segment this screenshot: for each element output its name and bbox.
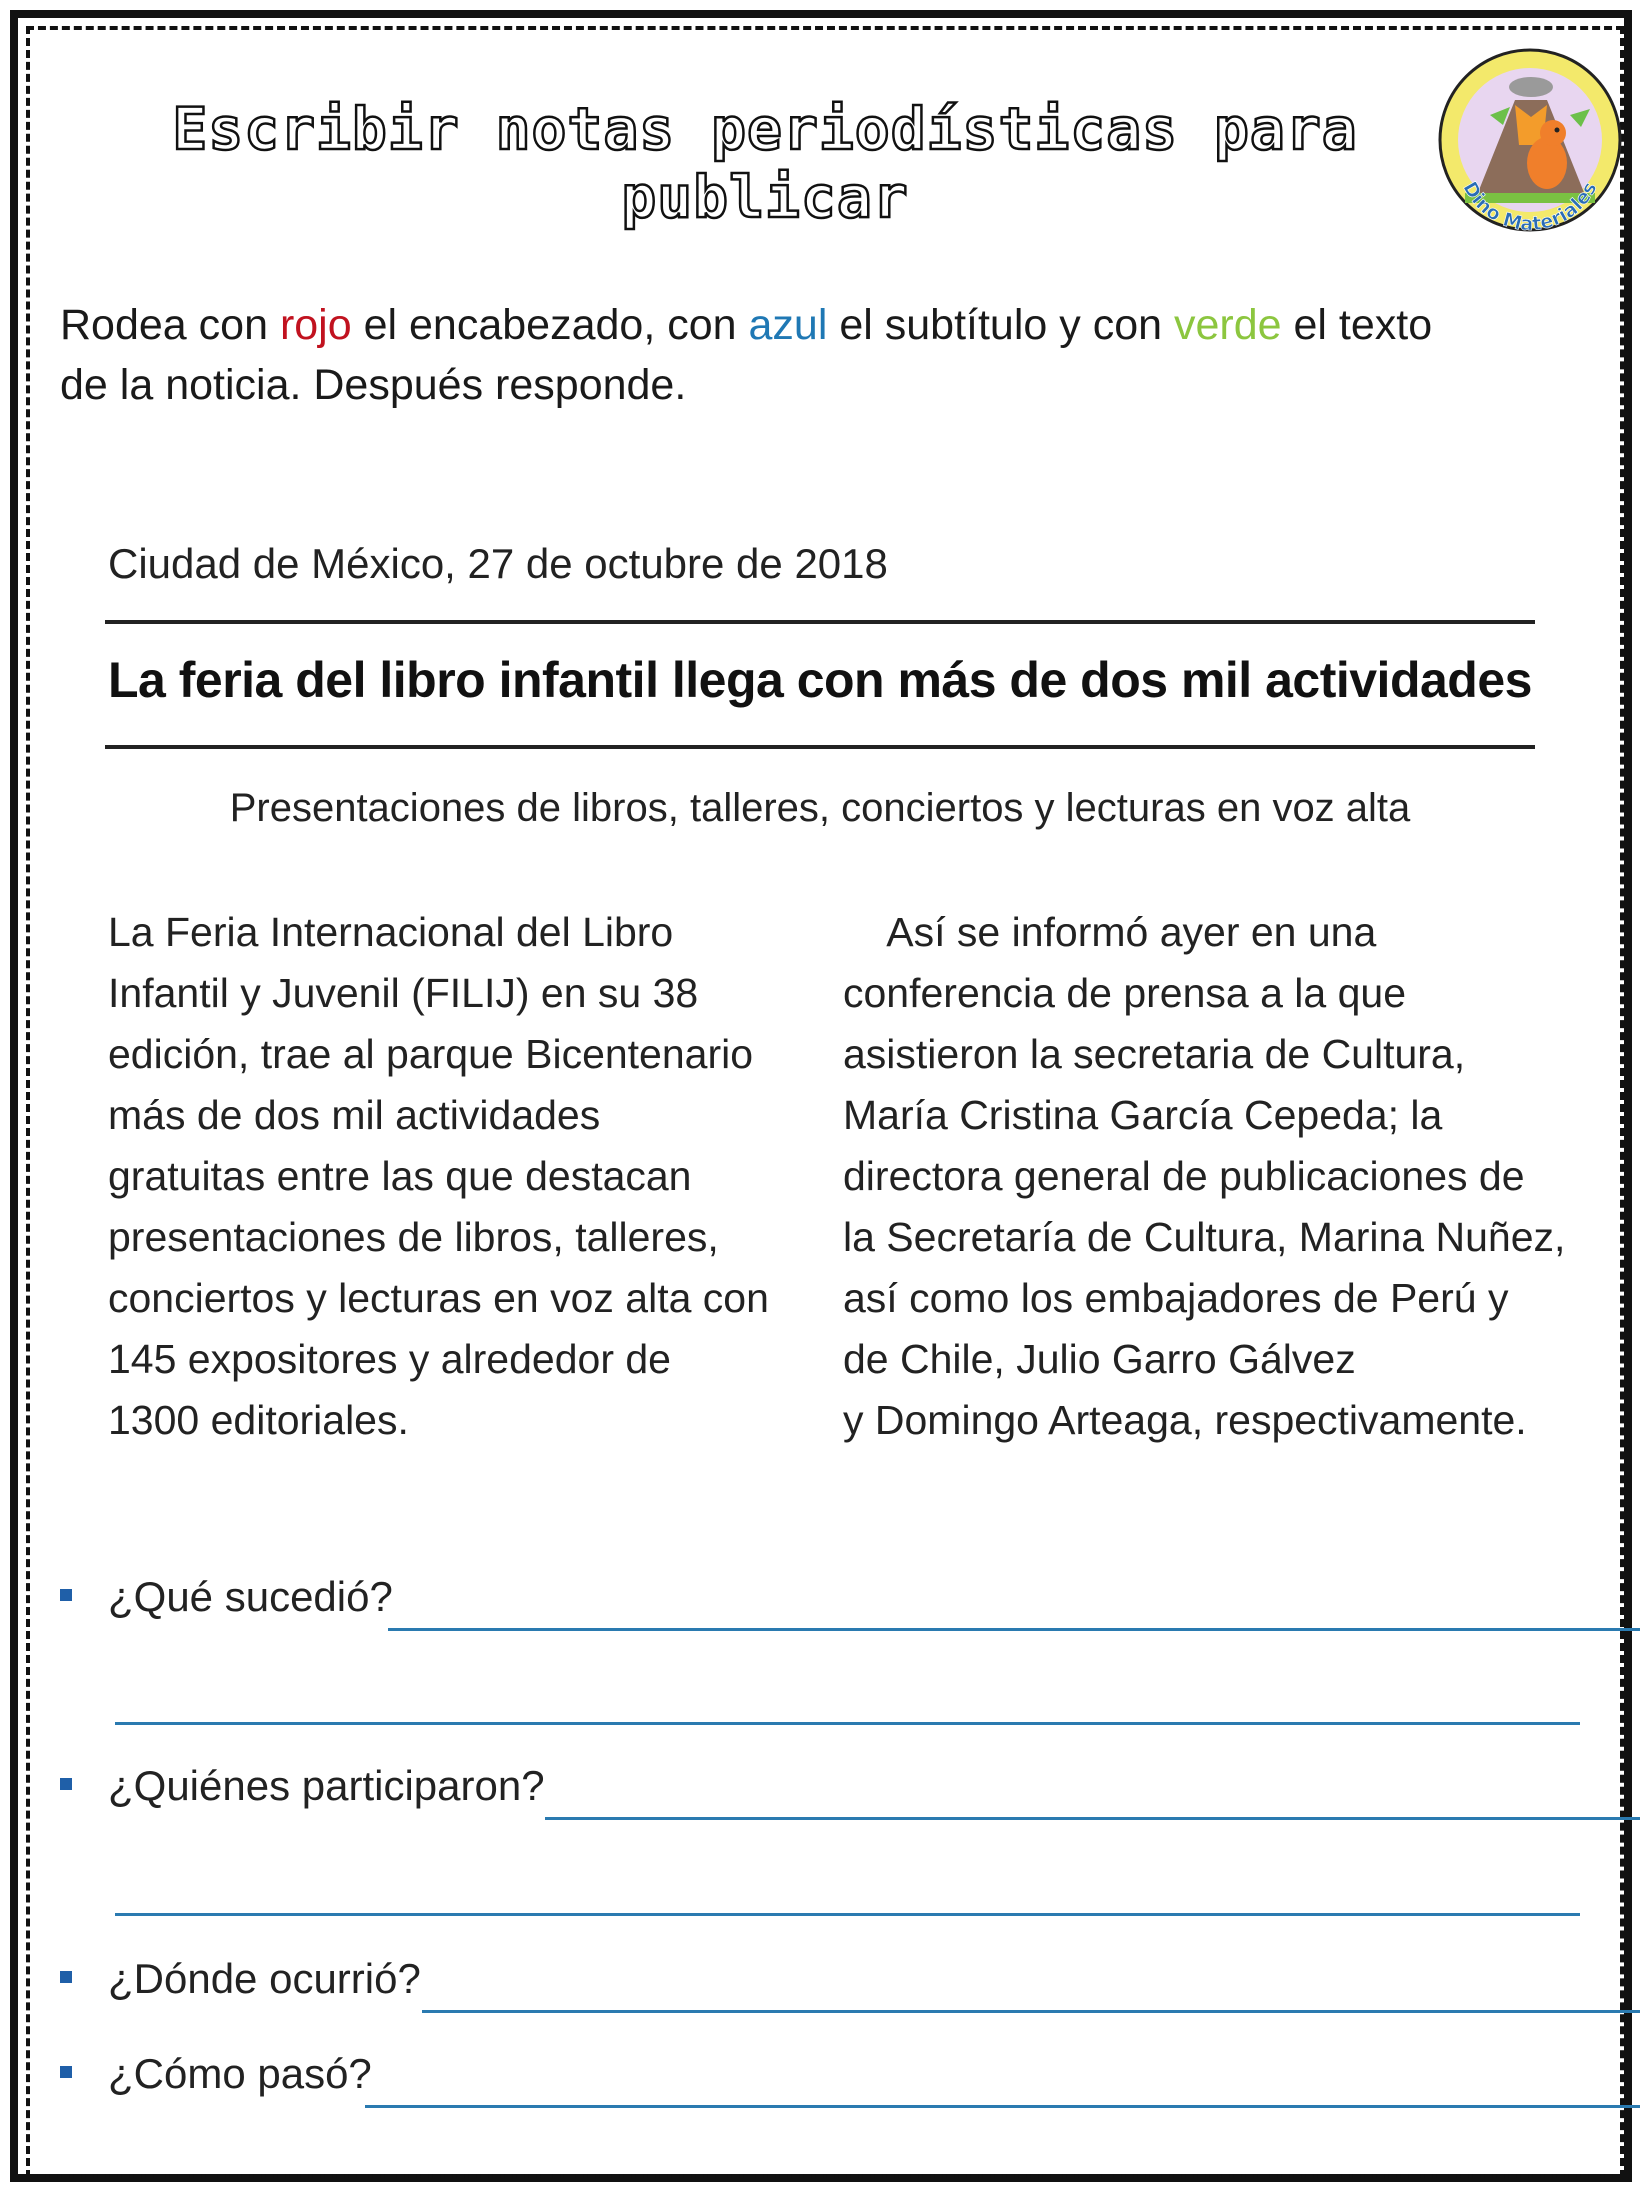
blue-word: azul — [748, 301, 828, 349]
question-como-paso — [60, 2050, 1580, 2110]
article-body-left — [108, 902, 808, 1451]
headline-rule-bottom — [105, 745, 1535, 749]
question-label: ¿Dónde ocurrió? — [108, 1955, 421, 2002]
dino-materiales-logo — [1435, 45, 1625, 235]
question-donde-ocurrio — [60, 1955, 1580, 2015]
article-dateline: Ciudad de México, 27 de octubre de 2018 — [108, 540, 888, 587]
article-line: así como los embajadores de Perú y — [843, 1275, 1509, 1321]
instructions: Rodea con rojo el encabezado, con azul el subtítulo y con verde el texto de la noticia. Después responde. — [60, 301, 1433, 409]
article-line: gratuitas entre las que destacan — [108, 1153, 692, 1199]
article-line: María Cristina García Cepeda; la — [843, 1092, 1443, 1138]
question-quienes-participaron — [60, 1762, 1580, 1822]
worksheet-title: Escribir notas periodísticas para publicar — [172, 95, 1358, 231]
article-headline: La feria del libro infantil llega con más de dos mil actividades — [108, 652, 1532, 708]
logo-text: Dino Materiales — [1458, 178, 1602, 235]
answer-line[interactable] — [422, 2010, 1640, 2013]
question-label: ¿Quiénes participaron? — [108, 1762, 545, 1809]
question-label: ¿Cómo pasó? — [108, 2050, 372, 2097]
article-line: más de dos mil actividades — [108, 1092, 601, 1138]
article-line: conferencia de prensa a la que — [843, 970, 1407, 1016]
article-line: 145 expositores y alrededor de — [108, 1336, 671, 1382]
answer-line[interactable] — [388, 1628, 1640, 1631]
answer-line[interactable] — [365, 2105, 1640, 2108]
red-word: rojo — [279, 301, 352, 349]
bullet-icon — [60, 1589, 72, 1601]
article-body-right — [843, 902, 1566, 1451]
article-line: asistieron la secretaria de Cultura, — [843, 1031, 1466, 1077]
article-line: Infantil y Juvenil (FILIJ) en su 38 — [108, 970, 699, 1016]
article-subtitle: Presentaciones de libros, talleres, conciertos y lecturas en voz alta — [229, 786, 1411, 830]
article-line: conciertos y lecturas en voz alta con — [108, 1275, 769, 1321]
article-line: la Secretaría de Cultura, Marina Nuñez, — [843, 1214, 1566, 1260]
bullet-icon — [60, 2066, 72, 2078]
article-line: directora general de publicaciones de — [843, 1153, 1525, 1199]
article-line: Así se informó ayer en una — [843, 909, 1377, 955]
article-line: 1300 editoriales. — [108, 1397, 409, 1443]
answer-line[interactable] — [115, 1913, 1580, 1916]
answer-line[interactable] — [115, 1722, 1580, 1725]
article-line: y Domingo Arteaga, respectivamente. — [843, 1397, 1527, 1443]
answer-line[interactable] — [545, 1817, 1640, 1820]
question-que-sucedio — [60, 1573, 1580, 1633]
article-line: edición, trae al parque Bicentenario — [108, 1031, 754, 1077]
green-word: verde — [1173, 301, 1282, 349]
bullet-icon — [60, 1778, 72, 1790]
bullet-icon — [60, 1971, 72, 1983]
article-line: presentaciones de libros, talleres, — [108, 1214, 719, 1260]
headline-rule-top — [105, 620, 1535, 624]
question-label: ¿Qué sucedió? — [108, 1573, 393, 1620]
article-line: de Chile, Julio Garro Gálvez — [843, 1336, 1356, 1382]
article-line: La Feria Internacional del Libro — [108, 909, 674, 955]
